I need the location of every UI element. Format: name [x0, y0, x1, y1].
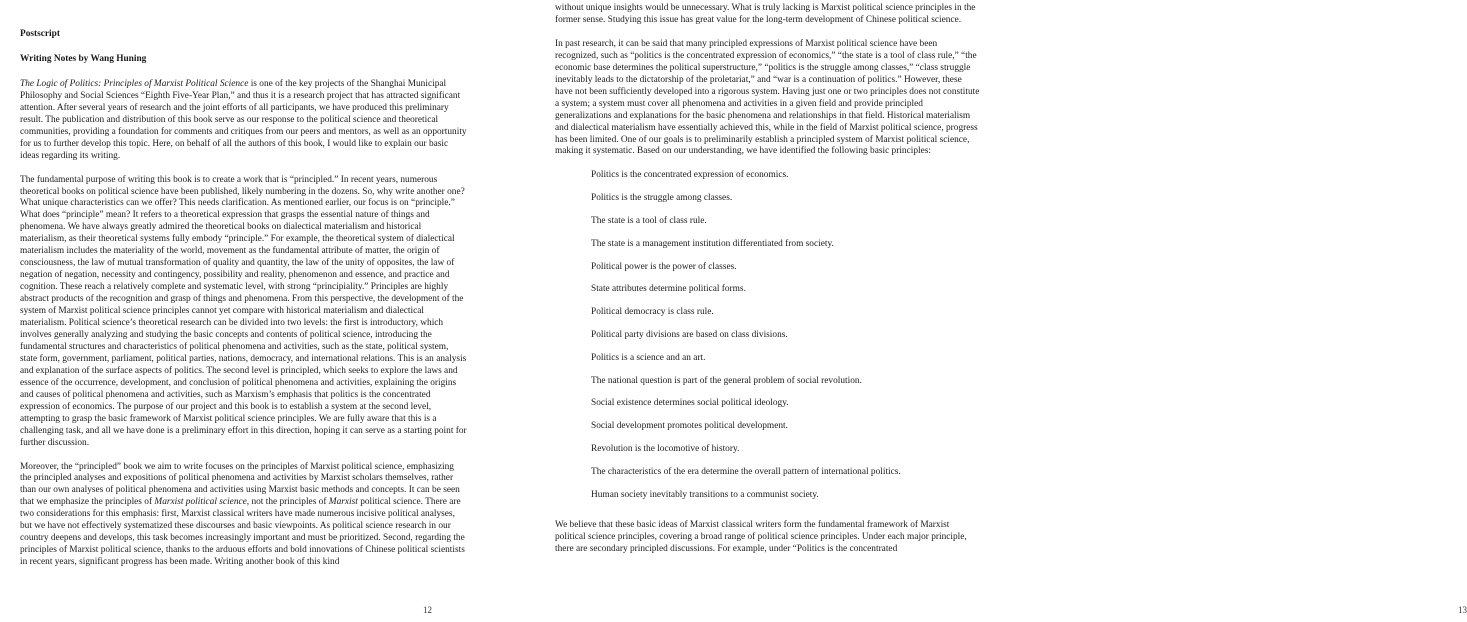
paragraph-past-research: In past research, it can be said that many principled expressions of Marxist political science have been recognized, such as “politics is the concentrated expression of economics,” “the state is a tool of class rule,” “the economic base determines the political superstructure,” “politics is the struggle among classes,” “class struggle inevitably leads to the dictatorship of the proletariat,” and “war is a continuation of politics.” However, these have not been sufficiently developed into a rigorous system. Having just one or two principles does not constitute a system; a system must cover all phenomena and activities in a given field and provide principled generalizations and explanations for the basic phenomena and relationships in that field. Historical materialism and dialectical materialism have essentially achieved this, while in the field of Marxist political science, progress has been limited. One of our goals is to preliminarily establish a principled system of Marxist political science, making it systematic. Based on our understanding, we have identified the following basic principles:: [555, 38, 980, 157]
postscript-heading: Postscript: [20, 29, 60, 39]
emphasis-marxist: Marxist: [328, 497, 358, 508]
principle-item: Politics is the concentrated expression of economics.: [591, 170, 789, 181]
principle-item: Politics is the struggle among classes.: [591, 193, 733, 204]
paragraph-principled-book: [20, 462, 467, 570]
emphasis-marxist-political-science: Marxist political science: [154, 497, 247, 508]
principle-item: Political power is the power of classes.: [591, 261, 737, 272]
principle-item: The state is a tool of class rule.: [591, 216, 707, 227]
paragraph-framework: We believe that these basic ideas of Marxist classical writers form the fundamental framework of Marxist political science principles, covering a broad range of political science principles. Under each major principle, there are secondary principled discussions. For example, under “Politics is the concentrated: [555, 520, 967, 555]
principle-item: Political party divisions are based on class divisions.: [591, 330, 788, 341]
principle-item: The state is a management institution differentiated from society.: [591, 238, 834, 249]
principle-item: Politics is a science and an art.: [591, 352, 706, 363]
page-number-left: 12: [423, 605, 432, 615]
principle-item: The characteristics of the era determine the overall pattern of international politics.: [591, 466, 901, 477]
principle-item: Human society inevitably transitions to a communist society.: [591, 489, 819, 500]
paragraph-principled-book-text-b: , not the principles of: [246, 497, 329, 508]
principle-item: Social existence determines social political ideology.: [591, 398, 789, 409]
writing-notes-subheading: Writing Notes by Wang Huning: [20, 53, 147, 64]
paragraph-purpose: The fundamental purpose of writing this book is to create a work that is “principled.” In recent years, numerous theoretical books on political science have been published, likely numbering in the dozens. So, why write another one? What unique characteristics can we offer? This needs clarification. As mentioned earlier, our focus is on “principle.” What does “principle” mean? It refers to a theoretical expression that grasps the essential nature of things and phenomena. We have always greatly admired the theoretical books on dialectical materialism and historical materialism, as their theoretical systems fully embody “principle.” For example, the theoretical system of dialectical materialism includes the materiality of the world, movement as the fundamental attribute of matter, the origin of consciousness, the law of mutual transformation of quality and quantity, the law of the unity of opposites, the law of negation of negation, necessity and contingency, possibility and reality, phenomenon and essence, and practice and cognition. These reach a relatively complete and systematic level, with strong “principiality.” Principles are highly abstract products of the recognition and grasp of things and phenomena. From this perspective, the development of the system of Marxist political science principles cannot yet compare with historical materialism and dialectical materialism. Political science’s theoretical research can be divided into two levels: the first is introductory, which involves generally analyzing and studying the basic concepts and contents of political science, introducing the fundamental structures and characteristics of political phenomena and activities, such as the state, political system, state form, government, parliament, political parties, nations, democracy, and international relations. This is an analysis and explanation of the surface aspects of politics. The second level is principled, which seeks to explore the laws and essence of the occurrence, development, and conclusion of political phenomena and activities, explaining the origins and causes of political phenomena and activities, such as Marxism’s emphasis that politics is the concentrated expression of economics. The purpose of our project and this book is to establish a system at the second level, attempting to grasp the basic framework of Marxist political science principles. We are fully aware that this is a challenging task, and all we have done is a preliminary effort in this direction, hoping it can serve as a starting point for further discussion.: [20, 174, 467, 448]
principle-item: Political democracy is class rule.: [591, 307, 714, 318]
paragraph-principled-book-text-a: Moreover, the “principled” book we aim to write focuses on the principles of Marxist political science, emphasizing the principled analyses and expositions of political phenomena and activities by Marxist scholars themselves, rather than our own analyses of political phenomena and activities using Marxist basic methods and concepts. It can be seen that we emphasize the principles of: [20, 461, 460, 508]
principle-item: The national question is part of the general problem of social revolution.: [591, 375, 862, 386]
paragraph-continuation: without unique insights would be unnecessary. What is truly lacking is Marxist political science principles in the former sense. Studying this issue has great value for the long-term development of Chinese political science.: [555, 3, 976, 25]
principle-item: State attributes determine political forms.: [591, 284, 746, 295]
principle-item: Revolution is the locomotive of history.: [591, 444, 740, 454]
principles-list: [555, 170, 980, 512]
book-title: The Logic of Politics: Principles of Marxist Political Science: [20, 78, 249, 89]
principle-item: Social development promotes political development.: [591, 421, 788, 432]
right-page-body: [555, 3, 980, 568]
left-page-body: [20, 29, 467, 581]
left-page: [0, 0, 500, 622]
page-number-right: 13: [1458, 605, 1467, 615]
paragraph-intro: [20, 79, 467, 163]
paragraph-intro-text: is one of the key projects of the Shanghai Municipal Philosophy and Social Sciences “Eighth Five-Year Plan,” and thus it is a research project that has attracted significant attention. After several years of research and the joint efforts of all participants, we have produced this preliminary result. The publication and distribution of this book serve as our response to the political science and theoretical communities, providing a foundation for comments and critiques from our peers and mentors, as well as an opportunity for us to further develop this topic. Here, on behalf of all the authors of this book, I would like to explain our basic ideas regarding its writing.: [20, 78, 467, 161]
paragraph-principled-book-text-c: political science. There are two considerations for this emphasis: first, Marxist classical writers have made numerous incisive political analyses, but we have not effectively systematized these discourses and basic viewpoints. As political science research in our country deepens and develops, this task becomes increasingly important and must be prioritized. Second, regarding the principles of Marxist political science, thanks to the arduous efforts and bold innovations of Chinese political scientists in recent years, significant progress has been made. Writing another book of this kind: [20, 497, 465, 568]
